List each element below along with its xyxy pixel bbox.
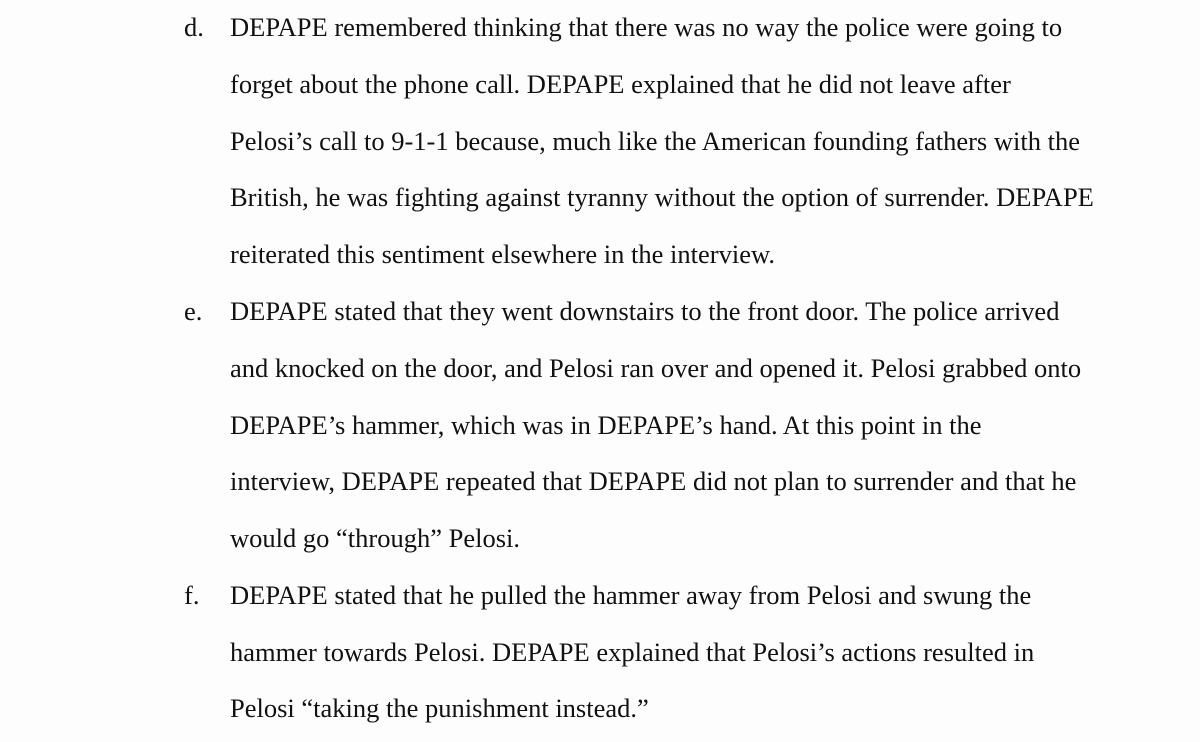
text-line: Pelosi “taking the punishment instead.” (230, 693, 649, 723)
text-line: DEPAPE remembered thinking that there was no way the police were going to (230, 12, 1063, 42)
text-line: DEPAPE’s hammer, which was in DEPAPE’s hand. At this point in the (230, 410, 982, 440)
text-line: hammer towards Pelosi. DEPAPE explained that Pelosi’s actions resulted in (230, 637, 1035, 667)
text-line: Pelosi’s call to 9-1-1 because, much like the American founding fathers with the (230, 126, 1080, 156)
text-line: reiterated this sentiment elsewhere in the interview. (230, 239, 776, 269)
item-marker: f. (184, 580, 200, 610)
item-marker: e. (184, 296, 203, 326)
text-line: interview, DEPAPE repeated that DEPAPE did not plan to surrender and that he (230, 466, 1077, 496)
text-line: and knocked on the door, and Pelosi ran over and opened it. Pelosi grabbed onto (230, 353, 1082, 383)
text-line: DEPAPE stated that they went downstairs to the front door. The police arrived (230, 296, 1060, 326)
item-marker: d. (184, 12, 204, 42)
text-line: forget about the phone call. DEPAPE explained that he did not leave after (230, 69, 1011, 99)
text-line: DEPAPE stated that he pulled the hammer away from Pelosi and swung the (230, 580, 1032, 610)
text-line: would go “through” Pelosi. (230, 523, 520, 553)
text-line: British, he was fighting against tyranny without the option of surrender. DEPAPE (230, 182, 1094, 212)
